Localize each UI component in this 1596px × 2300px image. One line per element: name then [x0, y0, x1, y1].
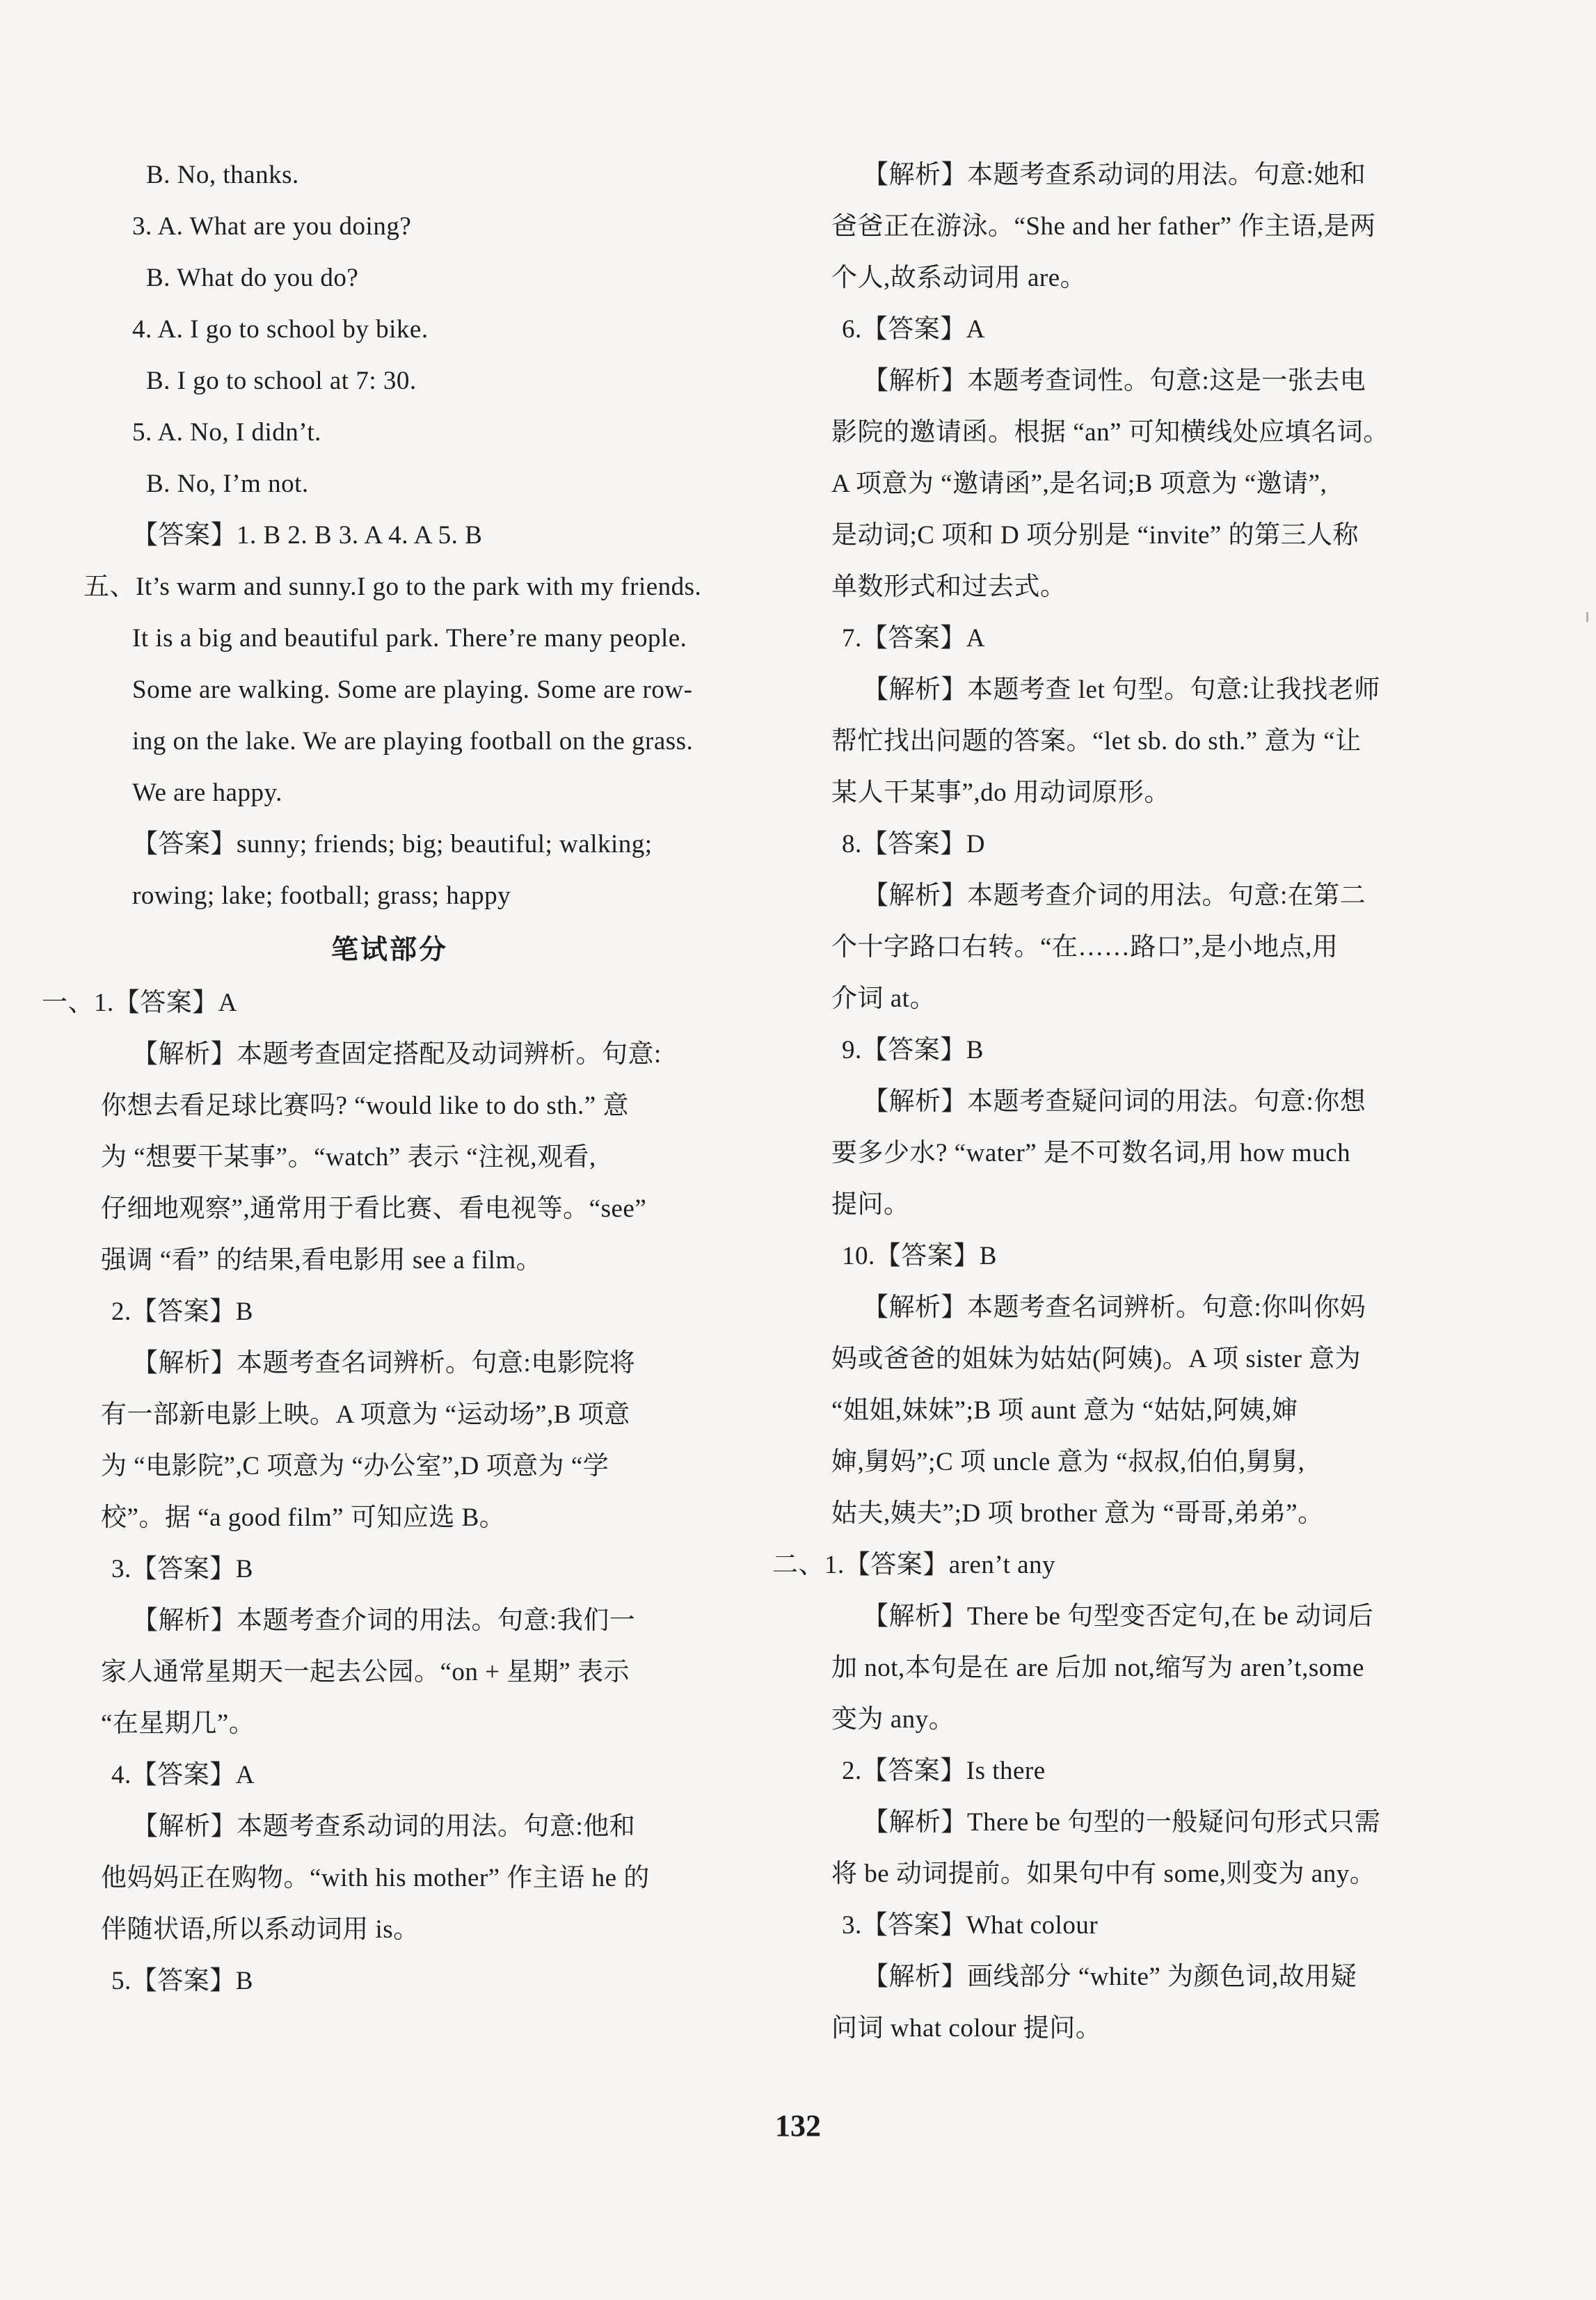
text-line: “在星期几”。	[101, 1709, 255, 1738]
text-line: 【解析】There be 句型变否定句,在 be 动词后	[863, 1602, 1374, 1631]
text-line: 爸爸正在游泳。“She and her father” 作主语,是两	[831, 212, 1376, 241]
text-line: 强调 “看” 的结果,看电影用 see a film。	[101, 1246, 543, 1275]
text-line: 6.【答案】A	[842, 315, 985, 344]
text-line: 【解析】本题考查名词辨析。句意:你叫你妈	[863, 1293, 1366, 1322]
text-line: 某人干某事”,do 用动词原形。	[831, 778, 1170, 807]
text-line: 4. A. I go to school by bike.	[132, 315, 429, 344]
text-line: 2.【答案】B	[111, 1297, 253, 1326]
text-line: 【解析】本题考查词性。句意:这是一张去电	[863, 367, 1366, 395]
text-line: B. What do you do?	[146, 264, 359, 292]
text-line: 妈或爸爸的姐妹为姑姑(阿姨)。A 项 sister 意为	[831, 1345, 1362, 1373]
text-line: 要多少水? “water” 是不可数名词,用 how much	[831, 1139, 1351, 1167]
text-line: 8.【答案】D	[842, 830, 985, 858]
text-line: 变为 any。	[831, 1705, 955, 1734]
scan-edge-mark	[1586, 612, 1588, 622]
text-line: 将 be 动词提前。如果句中有 some,则变为 any。	[831, 1860, 1376, 1888]
page-number: 132	[775, 2109, 821, 2143]
text-line: 你想去看足球比赛吗? “would like to do sth.” 意	[101, 1092, 629, 1120]
text-line: 【解析】本题考查系动词的用法。句意:他和	[132, 1812, 636, 1841]
text-line: 【解析】本题考查系动词的用法。句意:她和	[863, 161, 1366, 189]
text-line: 问词 what colour 提问。	[831, 2014, 1102, 2043]
text-line: 为 “想要干某事”。“watch” 表示 “注视,观看,	[101, 1143, 596, 1172]
text-line: 有一部新电影上映。A 项意为 “运动场”,B 项意	[101, 1400, 630, 1429]
text-line: 2.【答案】Is there	[842, 1757, 1046, 1785]
text-line: 3.【答案】B	[111, 1555, 253, 1583]
text-line: We are happy.	[132, 778, 282, 807]
text-line: 姑夫,姨夫”;D 项 brother 意为 “哥哥,弟弟”。	[831, 1499, 1324, 1528]
text-line: 【解析】本题考查固定搭配及动词辨析。句意:	[132, 1040, 662, 1069]
text-line: 5. A. No, I didn’t.	[132, 418, 321, 447]
text-line: 10.【答案】B	[842, 1242, 997, 1270]
text-line: 【答案】1. B 2. B 3. A 4. A 5. B	[132, 521, 483, 550]
text-line: 个十字路口右转。“在……路口”,是小地点,用	[831, 933, 1339, 961]
text-line: B. No, I’m not.	[146, 470, 309, 498]
text-line: “姐姐,妹妹”;B 项 aunt 意为 “姑姑,阿姨,婶	[831, 1396, 1298, 1425]
text-line: 他妈妈正在购物。“with his mother” 作主语 he 的	[101, 1864, 650, 1892]
text-line: 3.【答案】What colour	[842, 1911, 1099, 1940]
text-line: 帮忙找出问题的答案。“let sb. do sth.” 意为 “让	[831, 727, 1362, 756]
text-line: A 项意为 “邀请函”,是名词;B 项意为 “邀请”,	[831, 470, 1327, 498]
text-line: 【解析】本题考查名词辨析。句意:电影院将	[132, 1349, 636, 1377]
section-heading: 笔试部分	[330, 934, 448, 966]
text-line: 提问。	[831, 1190, 910, 1219]
text-line: 【答案】sunny; friends; big; beautiful; walking;	[132, 830, 653, 858]
text-line: 介词 at。	[831, 984, 936, 1013]
text-line: 影院的邀请函。根据 “an” 可知横线处应填名词。	[831, 418, 1389, 447]
text-line: 4.【答案】A	[111, 1761, 255, 1789]
text-line: 仔细地观察”,通常用于看比赛、看电视等。“see”	[101, 1195, 647, 1223]
text-line: 【解析】本题考查疑问词的用法。句意:你想	[863, 1087, 1366, 1116]
text-line: 加 not,本句是在 are 后加 not,缩写为 aren’t,some	[831, 1654, 1364, 1682]
text-line: 婶,舅妈”;C 项 uncle 意为 “叔叔,伯伯,舅舅,	[831, 1448, 1305, 1476]
text-line: 【解析】本题考查介词的用法。句意:在第二	[863, 881, 1366, 910]
text-line: 校”。据 “a good film” 可知应选 B。	[101, 1503, 506, 1532]
text-line: 一、1.【答案】A	[42, 989, 237, 1017]
text-line: B. No, thanks.	[146, 161, 299, 189]
text-line: 【解析】There be 句型的一般疑问句形式只需	[863, 1808, 1381, 1837]
text-line: 五、It’s warm and sunny.I go to the park with my friends.	[83, 573, 702, 601]
text-line: 3. A. What are you doing?	[132, 212, 412, 241]
text-line: ing on the lake. We are playing football on the grass.	[132, 727, 694, 756]
left-column	[42, 150, 737, 2007]
text-line: 5.【答案】B	[111, 1967, 253, 1995]
text-line: B. I go to school at 7: 30.	[146, 367, 417, 395]
right-column	[772, 150, 1468, 2054]
text-line: 是动词;C 项和 D 项分别是 “invite” 的第三人称	[831, 521, 1359, 550]
text-line: 【解析】画线部分 “white” 为颜色词,故用疑	[863, 1963, 1357, 1991]
text-line: 伴随状语,所以系动词用 is。	[101, 1915, 420, 1944]
text-line: 个人,故系动词用 are。	[831, 264, 1087, 292]
text-line: 二、1.【答案】aren’t any	[772, 1551, 1056, 1579]
text-line: 单数形式和过去式。	[831, 573, 1067, 601]
text-line: It is a big and beautiful park. There’re many people.	[132, 624, 687, 653]
text-line: 【解析】本题考查介词的用法。句意:我们一	[132, 1606, 636, 1635]
text-line: rowing; lake; football; grass; happy	[132, 881, 511, 910]
text-line: Some are walking. Some are playing. Some are row-	[132, 676, 693, 704]
text-line: 家人通常星期天一起去公园。“on + 星期” 表示	[101, 1658, 630, 1686]
text-line: 7.【答案】A	[842, 624, 985, 653]
text-line: 【解析】本题考查 let 句型。句意:让我找老师	[863, 676, 1380, 704]
text-line: 9.【答案】B	[842, 1036, 984, 1064]
text-line: 为 “电影院”,C 项意为 “办公室”,D 项意为 “学	[101, 1452, 609, 1480]
